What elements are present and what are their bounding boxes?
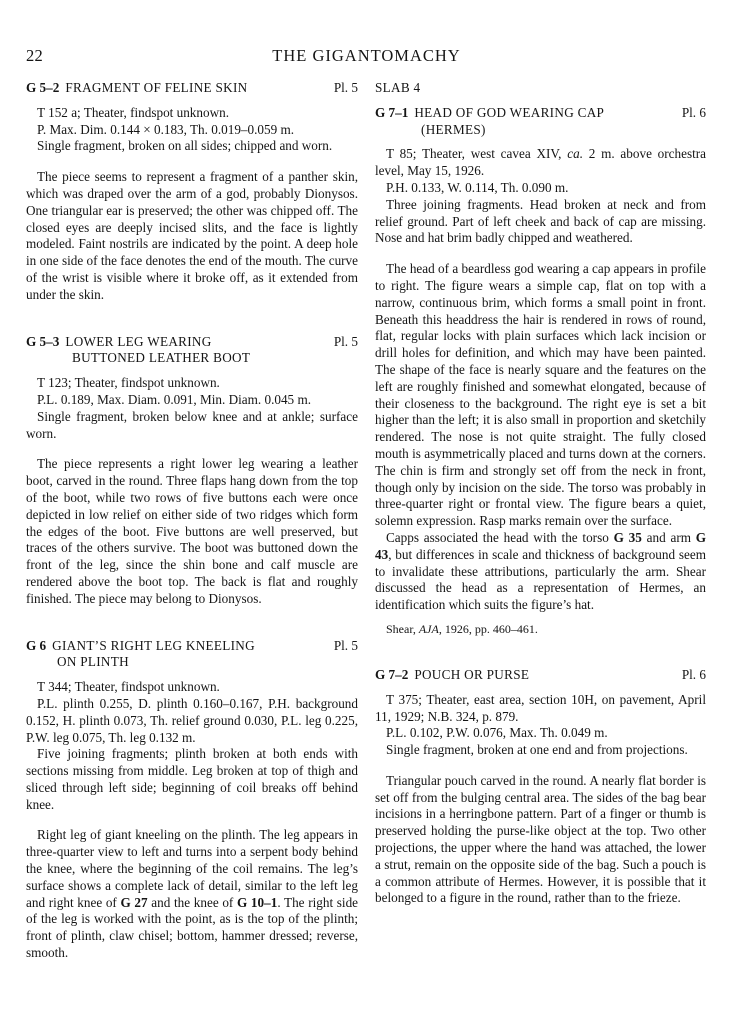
condition: Three joining fragments. Head broken at neck and from relief ground. Part of left cheek and back of cap are missing. Nose and hat brim badly chipped and weathered. bbox=[375, 196, 706, 246]
dimensions: P.H. 0.133, W. 0.114, Th. 0.090 m. bbox=[386, 179, 569, 195]
catalog-info: T 375; Theater, east area, section 10H, on pavement, April 11, 1929; N.B. 324, p. 879. bbox=[375, 691, 706, 724]
entry-heading-line1: LOWER LEG WEARING bbox=[65, 333, 212, 349]
entry-heading: FRAGMENT OF FELINE SKIN bbox=[65, 80, 248, 95]
entry-title bbox=[375, 667, 706, 684]
entry-title bbox=[26, 80, 358, 97]
condition: Single fragment, broken below knee and at ankle; surface worn. bbox=[26, 408, 358, 441]
plate-ref: Pl. 5 bbox=[333, 637, 358, 653]
entry-number: G 7–2 bbox=[375, 666, 409, 682]
entry-heading-line2: ON PLINTH bbox=[57, 654, 129, 670]
description: The piece seems to represent a fragment of a panther skin, which was draped over the arm of a god, probably Dionysos. One triangular ear is preserved; the other was chipped off. The closed eyes are deeply incised slits, and the face is lightly modeled. Faint nostrils are indicated by the point. A deep hole in one side of the face denotes the end of the mouth. The curve of the wrist is visible where it broke off, as it extended from under the skin. bbox=[26, 169, 358, 302]
description: Right leg of giant kneeling on the plinth. The leg appears in three-quarter view to left and turns into a serpent body behind the knee, where the beginning of the coil remains. The leg’s surface shows a complete lack of detail, similar to the left leg and right knee of G 27 and the knee of G 10–1. The right side of the leg is worked with the point, as is the top of the plinth; front of plinth, claw chisel; bottom, hammer dressed; reverse, smooth. bbox=[26, 827, 359, 961]
description: The head of a beardless god wearing a cap appears in profile to right. The figure wears a simple cap, flat on top with a narrow, continuous brim, which forms a small point in front. Beneath this headdress the hair is rendered in rows of round, flat, regular locks with plain surfaces which lack incision or drill holes for definition, and which may have been painted. The shape of the face is nearly square and the features on the left are roughly finished and somewhat elongated, because of their closeness to the background. The right eye is set a bit higher than the left; it is also small in proportion and sketchily rendered. The nose is not quite straight. The fully closed mouth is asymmetrically placed and turns down at the corners. The chin is firm and strongly set off from the neck in front, though only by incision on the side. The torso was probably in three-quarter right or frontal view. The figure bears a quiet, solemn expression. Rasp marks remain over the surface. bbox=[375, 261, 706, 529]
entry-number: G 6 bbox=[26, 637, 47, 653]
entry-title bbox=[26, 334, 358, 368]
entry-g6 bbox=[26, 638, 358, 962]
entry-heading: POUCH OR PURSE bbox=[414, 666, 530, 682]
catalog-info: T 344; Theater, findspot unknown. bbox=[37, 679, 220, 695]
dimensions: P. Max. Dim. 0.144 × 0.183, Th. 0.019–0.059 m. bbox=[37, 121, 295, 137]
dimensions: P.L. 0.102, P.W. 0.076, Max. Th. 0.049 m. bbox=[386, 725, 608, 741]
entry-heading-line1: HEAD OF GOD WEARING CAP bbox=[414, 104, 605, 120]
attribution-discussion: Capps associated the head with the torso G 35 and arm G 43, but differences in scale and thickness of background seem to invalidate these attributions, particularly the arm. Shear discussed the head as a representation of Hermes, an identification which suits the figure’s hat. bbox=[375, 529, 707, 613]
cross-ref: G 35 bbox=[613, 529, 642, 545]
entry-number: G 5–3 bbox=[26, 333, 60, 349]
description: Triangular pouch carved in the round. A nearly flat border is set off from the bulging central area. The sides of the bag bear incisions in a herringbone pattern. Part of a finger or thumb is preserved holding the purse-like object at the top. Two other projections, the upper where the hand was attached, the lower a strut, remain on the opposite side of the bag. Such a pouch is a common attribute of Hermes. However, it is possible that it belonged to a figure in the round, rather than to the frieze. bbox=[375, 772, 706, 906]
condition: Single fragment, broken at one end and from projections. bbox=[386, 742, 688, 758]
catalog-info: T 85; Theater, west cavea XIV, ca. 2 m. above orchestra level, May 15, 1926. bbox=[375, 146, 707, 179]
entry-g5-3 bbox=[26, 334, 358, 608]
slab-heading: SLAB 4 bbox=[375, 80, 421, 95]
entry-meta bbox=[375, 146, 706, 247]
page-number: 22 bbox=[26, 46, 44, 65]
bibliography: Shear, AJA, 1926, pp. 460–461. bbox=[386, 621, 538, 636]
entry-heading-line2: (HERMES) bbox=[421, 121, 486, 137]
page-header bbox=[26, 46, 707, 66]
entry-heading-line2: BUTTONED LEATHER BOOT bbox=[72, 350, 251, 366]
dimensions: P.L. 0.189, Max. Diam. 0.091, Min. Diam. 0.045 m. bbox=[37, 391, 311, 407]
entry-number: G 7–1 bbox=[375, 104, 409, 120]
running-title: THE GIGANTOMACHY bbox=[272, 46, 461, 65]
plate-ref: Pl. 6 bbox=[681, 104, 706, 120]
plate-ref: Pl. 6 bbox=[681, 666, 706, 682]
entry-meta bbox=[375, 692, 706, 759]
entry-g5-2 bbox=[26, 80, 358, 304]
entry-meta bbox=[26, 375, 358, 442]
entry-g7-2 bbox=[375, 667, 706, 907]
right-column bbox=[375, 80, 706, 907]
cross-ref: G 10–1 bbox=[237, 894, 278, 910]
dimensions: P.L. plinth 0.255, D. plinth 0.160–0.167, P.H. background 0.152, H. plinth 0.073, Th. relief ground 0.030, P.L. leg 0.225, P.W. leg 0.075, Th. leg 0.132 m. bbox=[26, 695, 358, 745]
entry-title bbox=[26, 638, 358, 672]
entry-number: G 5–2 bbox=[26, 80, 60, 95]
entry-g7-1 bbox=[375, 105, 706, 637]
entry-meta bbox=[26, 679, 358, 813]
description: The piece represents a right lower leg wearing a leather boot, carved in the round. Three flaps hang down from the top of the boot, while two rows of five buttons each were once depicted in low relief on either side of two ridges which form the edges of the boot. Five buttons are well preserved, but traces of the others survive. The boot was buttoned down the front of the leg, since the shin bone and calf muscle are rendered above the boot top. The back is flat and roughly finished. The piece may belong to Dionysos. bbox=[26, 456, 358, 606]
condition: Single fragment, broken on all sides; chipped and worn. bbox=[37, 138, 333, 154]
left-column bbox=[26, 80, 358, 962]
cross-ref: G 27 bbox=[120, 894, 148, 910]
entry-title bbox=[375, 105, 706, 139]
plate-ref: Pl. 5 bbox=[333, 333, 358, 349]
catalog-info: T 123; Theater, findspot unknown. bbox=[37, 375, 220, 391]
condition: Five joining fragments; plinth broken at both ends with sections missing from middle. Leg broken at top of thigh and sliced through left side; beginning of coil breaks off behind knee. bbox=[26, 746, 358, 812]
catalog-info: T 152 a; Theater, findspot unknown. bbox=[37, 104, 230, 120]
entry-meta bbox=[26, 105, 358, 155]
plate-ref: Pl. 5 bbox=[333, 80, 358, 95]
entry-heading-line1: GIANT’S RIGHT LEG KNEELING bbox=[52, 637, 255, 653]
cross-ref: G 43 bbox=[375, 529, 707, 562]
